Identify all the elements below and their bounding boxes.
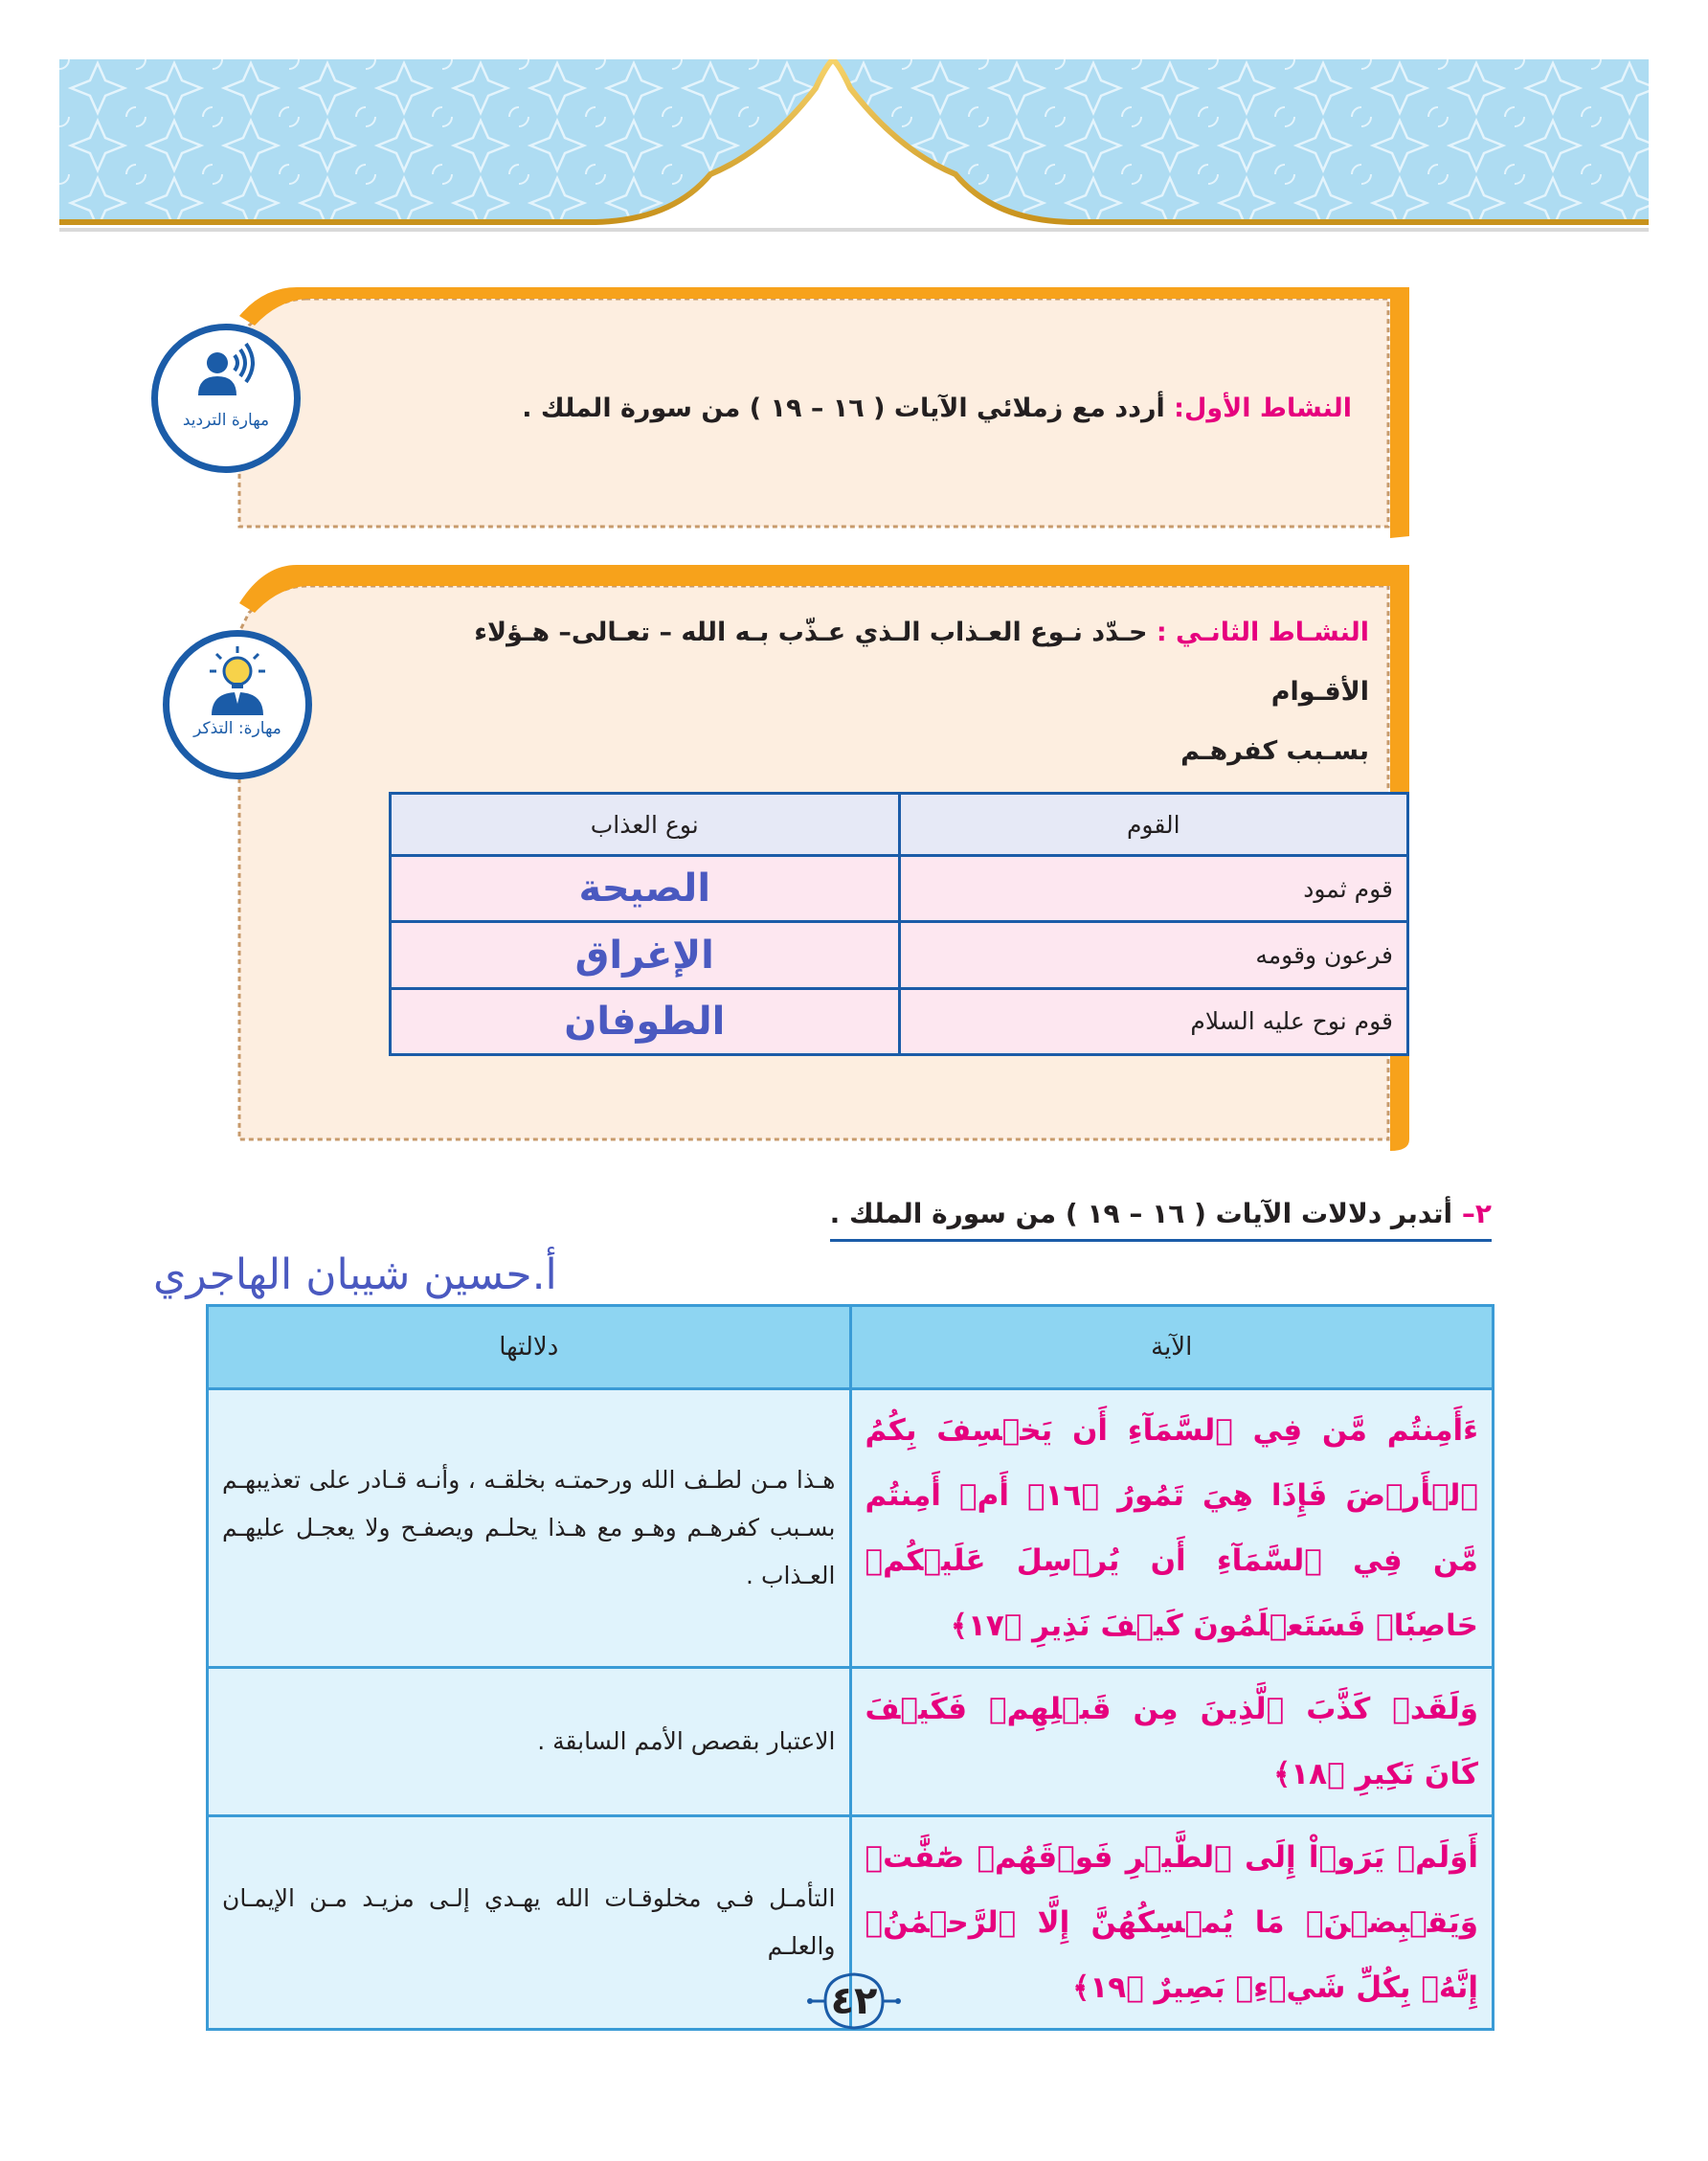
activity1-skill-label: مهارة الترديد — [182, 411, 270, 430]
punishment-answer: الصيحة — [391, 856, 900, 922]
author-signature: أ.حسين شيبان الهاجري — [153, 1250, 557, 1299]
table-row — [391, 988, 1408, 1054]
activity2-instruction-line1: حـدّد نـوع العـذاب الـذي عـذّب بـه الله – تعـالى– هـؤلاء الأقـوام — [474, 618, 1369, 707]
table-row — [208, 1668, 1494, 1816]
table-row — [391, 856, 1408, 922]
page-number: ٤٢ — [830, 1979, 878, 2023]
verse-cell: وَلَقَدۡ كَذَّبَ ٱلَّذِينَ مِن قَبۡلِهِمۡ فَكَيۡفَ كَانَ نَكِيرِ ﴿١٨﴾ — [850, 1668, 1494, 1816]
speaking-person-icon — [192, 342, 259, 409]
page-number-badge — [806, 1970, 902, 2032]
activity1-text — [394, 379, 1352, 439]
tribe-cell: قوم نوح عليه السلام — [899, 988, 1408, 1054]
verses-table — [206, 1304, 1494, 2031]
activity1-title: النشاط الأول: — [1174, 394, 1352, 423]
punishment-answer: الطوفان — [391, 988, 900, 1054]
idea-person-icon — [202, 644, 273, 717]
header-tribe: القوم — [899, 794, 1408, 856]
activity2-instruction-line2: بسـبب كفرهـم — [1180, 736, 1369, 766]
table-header-row — [391, 794, 1408, 856]
header-punishment: نوع العذاب — [391, 794, 900, 856]
punishment-table — [389, 792, 1409, 1056]
activity1-skill-badge — [151, 324, 301, 473]
activity2-title: النشـاط الثانـي : — [1156, 618, 1369, 647]
header-verse: الآية — [850, 1306, 1494, 1389]
section2-heading — [830, 1195, 1492, 1242]
activity1-card — [220, 287, 1409, 538]
decorative-pattern — [59, 59, 1649, 241]
tribe-cell: قوم ثمود — [899, 856, 1408, 922]
tribe-cell: فرعون وقومه — [899, 922, 1408, 988]
header-meaning: دلالتها — [208, 1306, 851, 1389]
activity2-skill-label: مهارة: التذكر — [193, 719, 281, 738]
verse-cell: ءَأَمِنتُم مَّن فِي ٱلسَّمَآءِ أَن يَخۡسِفَ بِكُمُ ٱلۡأَرۡضَ فَإِذَا هِيَ تَمُورُ ﴿١٦﴾ أَمۡ أَمِنتُم مَّن فِي ٱلسَّمَآءِ أَن يُرۡسِلَ عَلَيۡكُمۡ حَاصِبٗاۖ فَسَتَعۡلَمُونَ كَيۡفَ نَذِيرِ ﴿١٧﴾ — [850, 1389, 1494, 1668]
header-banner — [59, 59, 1649, 241]
activity2-text — [383, 603, 1369, 781]
activity1-instruction: أردد مع زملائي الآيات ( ١٦ – ١٩ ) من سورة الملك . — [522, 394, 1165, 423]
meaning-cell: الاعتبار بقصص الأمم السابقة . — [208, 1668, 851, 1816]
meaning-cell: هـذا مـن لطـف الله ورحمتـه بخلقـه ، وأنـه قـادر على تعذيبهـم بسـبب كفرهـم وهـو مع هـذا يحلـم ويصفـح ولا يعجـل عليهـم العـذاب . — [208, 1389, 851, 1668]
section2-title: أتدبر دلالات الآيات ( ١٦ – ١٩ ) من سورة الملك . — [829, 1198, 1453, 1229]
table-row — [391, 922, 1408, 988]
section2-number: ٢– — [1461, 1198, 1492, 1229]
activity2-skill-badge — [163, 630, 312, 779]
punishment-answer: الإغراق — [391, 922, 900, 988]
table-header-row — [208, 1306, 1494, 1389]
meaning-cell: التأمـل فـي مخلوقـات الله يهـدي إلـى مزيـد مـن الإيمـان والعلـم — [208, 1816, 851, 2030]
verse-cell: أَوَلَمۡ يَرَوۡاْ إِلَى ٱلطَّيۡرِ فَوۡقَهُمۡ صَٰٓفَّٰتٖ وَيَقۡبِضۡنَۚ مَا يُمۡسِكُهُنَّ إِلَّا ٱلرَّحۡمَٰنُۚ إِنَّهُۥ بِكُلِّ شَيۡءِۭ بَصِيرٌ ﴿١٩﴾ — [850, 1816, 1494, 2030]
table-row — [208, 1389, 1494, 1668]
